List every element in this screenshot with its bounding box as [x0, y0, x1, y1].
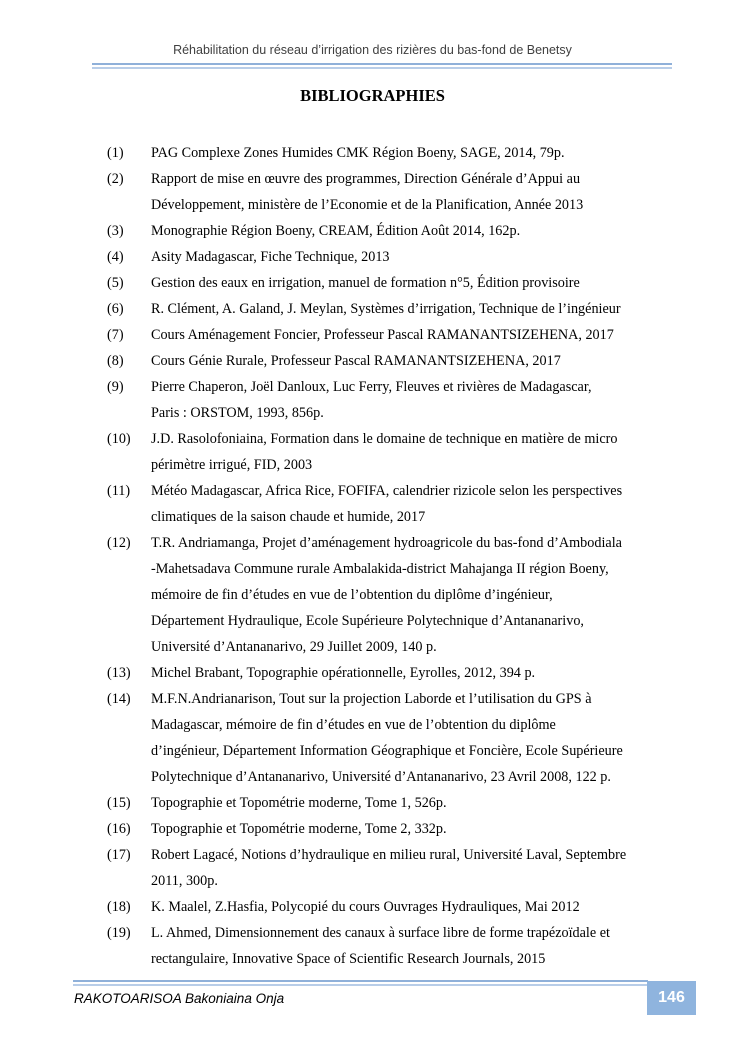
reference-text — [151, 816, 671, 842]
reference-number: (2) — [107, 171, 124, 187]
reference-line: d’ingénieur, Département Information Géographique et Foncière, Ecole Supérieure — [151, 743, 623, 759]
reference-line: Michel Brabant, Topographie opérationnelle, Eyrolles, 2012, 394 p. — [151, 665, 536, 681]
reference-line: Département Hydraulique, Ecole Supérieure Polytechnique d’Antananarivo, — [151, 613, 584, 629]
reference-item — [0, 296, 745, 322]
reference-line: -Mahetsadava Commune rurale Ambalakida-district Mahajanga II région Boeny, — [151, 561, 609, 577]
page-title: BIBLIOGRAPHIES — [300, 86, 445, 105]
reference-line: Développement, ministère de l’Economie et de la Planification, Année 2013 — [151, 197, 584, 213]
running-header: Réhabilitation du réseau d’irrigation des rizières du bas-fond de Benetsy — [173, 43, 572, 57]
reference-text — [151, 894, 671, 920]
reference-line: Météo Madagascar, Africa Rice, FOFIFA, calendrier rizicole selon les perspectives — [151, 483, 623, 499]
reference-line: Paris : ORSTOM, 1993, 856p. — [151, 405, 324, 421]
reference-line: Monographie Région Boeny, CREAM, Édition Août 2014, 162p. — [151, 223, 521, 239]
reference-number: (9) — [107, 379, 124, 395]
reference-item — [0, 270, 745, 296]
reference-item — [0, 244, 745, 270]
reference-number: (13) — [107, 665, 131, 681]
reference-item — [0, 478, 745, 530]
reference-text — [151, 686, 671, 790]
reference-number: (6) — [107, 301, 124, 317]
reference-line: périmètre irrigué, FID, 2003 — [151, 457, 313, 473]
reference-item — [0, 530, 745, 660]
reference-text — [151, 244, 671, 270]
reference-text — [151, 140, 671, 166]
reference-line: J.D. Rasolofoniaina, Formation dans le domaine de technique en matière de micro — [151, 431, 618, 447]
reference-line: Gestion des eaux en irrigation, manuel de formation n°5, Édition provisoire — [151, 275, 580, 291]
reference-number: (14) — [107, 691, 131, 707]
reference-number: (15) — [107, 795, 131, 811]
reference-item — [0, 218, 745, 244]
reference-item — [0, 660, 745, 686]
reference-line: Topographie et Topométrie moderne, Tome 2, 332p. — [151, 821, 447, 837]
reference-number: (5) — [107, 275, 124, 291]
footer-rule — [73, 980, 648, 987]
reference-list — [0, 140, 745, 972]
reference-line: PAG Complexe Zones Humides CMK Région Boeny, SAGE, 2014, 79p. — [151, 145, 565, 161]
reference-text — [151, 842, 671, 894]
reference-number: (12) — [107, 535, 131, 551]
reference-line: rectangulaire, Innovative Space of Scientific Research Journals, 2015 — [151, 951, 546, 967]
footer-author: RAKOTOARISOA Bakoniaina Onja — [74, 991, 285, 1006]
reference-line: Polytechnique d’Antananarivo, Université d’Antananarivo, 23 Avril 2008, 122 p. — [151, 769, 611, 785]
reference-text — [151, 530, 671, 660]
reference-item — [0, 348, 745, 374]
reference-line: K. Maalel, Z.Hasfia, Polycopié du cours Ouvrages Hydrauliques, Mai 2012 — [151, 899, 580, 915]
reference-item — [0, 894, 745, 920]
reference-number: (10) — [107, 431, 131, 447]
reference-line: Pierre Chaperon, Joël Danloux, Luc Ferry, Fleuves et rivières de Madagascar, — [151, 379, 592, 395]
reference-line: mémoire de fin d’études en vue de l’obtention du diplôme d’ingénieur, — [151, 587, 553, 603]
reference-text — [151, 374, 671, 426]
reference-number: (3) — [107, 223, 124, 239]
reference-item — [0, 816, 745, 842]
reference-text — [151, 348, 671, 374]
reference-number: (7) — [107, 327, 124, 343]
reference-number: (1) — [107, 145, 124, 161]
reference-line: Madagascar, mémoire de fin d’études en vue de l’obtention du diplôme — [151, 717, 556, 733]
reference-line: Cours Génie Rurale, Professeur Pascal RAMANANTSIZEHENA, 2017 — [151, 353, 561, 369]
reference-text — [151, 920, 671, 972]
reference-line: R. Clément, A. Galand, J. Meylan, Systèmes d’irrigation, Technique de l’ingénieur — [151, 301, 621, 317]
reference-text — [151, 478, 671, 530]
reference-number: (19) — [107, 925, 131, 941]
reference-text — [151, 660, 671, 686]
reference-line: Robert Lagacé, Notions d’hydraulique en milieu rural, Université Laval, Septembre — [151, 847, 627, 863]
reference-item — [0, 920, 745, 972]
reference-item — [0, 322, 745, 348]
reference-text — [151, 322, 671, 348]
reference-number: (8) — [107, 353, 124, 369]
reference-line: T.R. Andriamanga, Projet d’aménagement hydroagricole du bas-fond d’Ambodiala — [151, 535, 622, 551]
page-number-badge: 146 — [647, 981, 696, 1015]
header-rule — [92, 63, 672, 70]
reference-item — [0, 140, 745, 166]
reference-line: Cours Aménagement Foncier, Professeur Pascal RAMANANTSIZEHENA, 2017 — [151, 327, 614, 343]
reference-line: Topographie et Topométrie moderne, Tome 1, 526p. — [151, 795, 447, 811]
reference-line: M.F.N.Andrianarison, Tout sur la projection Laborde et l’utilisation du GPS à — [151, 691, 592, 707]
reference-line: L. Ahmed, Dimensionnement des canaux à surface libre de forme trapézoïdale et — [151, 925, 610, 941]
reference-number: (4) — [107, 249, 124, 265]
reference-item — [0, 686, 745, 790]
reference-line: Université d’Antananarivo, 29 Juillet 2009, 140 p. — [151, 639, 437, 655]
reference-line: Rapport de mise en œuvre des programmes, Direction Générale d’Appui au — [151, 171, 581, 187]
reference-item — [0, 790, 745, 816]
reference-line: 2011, 300p. — [151, 873, 218, 889]
reference-number: (17) — [107, 847, 131, 863]
reference-number: (11) — [107, 483, 131, 499]
reference-text — [151, 790, 671, 816]
reference-number: (16) — [107, 821, 131, 837]
reference-item — [0, 842, 745, 894]
reference-text — [151, 166, 671, 218]
reference-line: climatiques de la saison chaude et humide, 2017 — [151, 509, 426, 525]
reference-number: (18) — [107, 899, 131, 915]
reference-text — [151, 296, 671, 322]
reference-text — [151, 426, 671, 478]
reference-line: Asity Madagascar, Fiche Technique, 2013 — [151, 249, 390, 265]
reference-item — [0, 374, 745, 426]
reference-text — [151, 270, 671, 296]
reference-item — [0, 166, 745, 218]
reference-item — [0, 426, 745, 478]
reference-text — [151, 218, 671, 244]
